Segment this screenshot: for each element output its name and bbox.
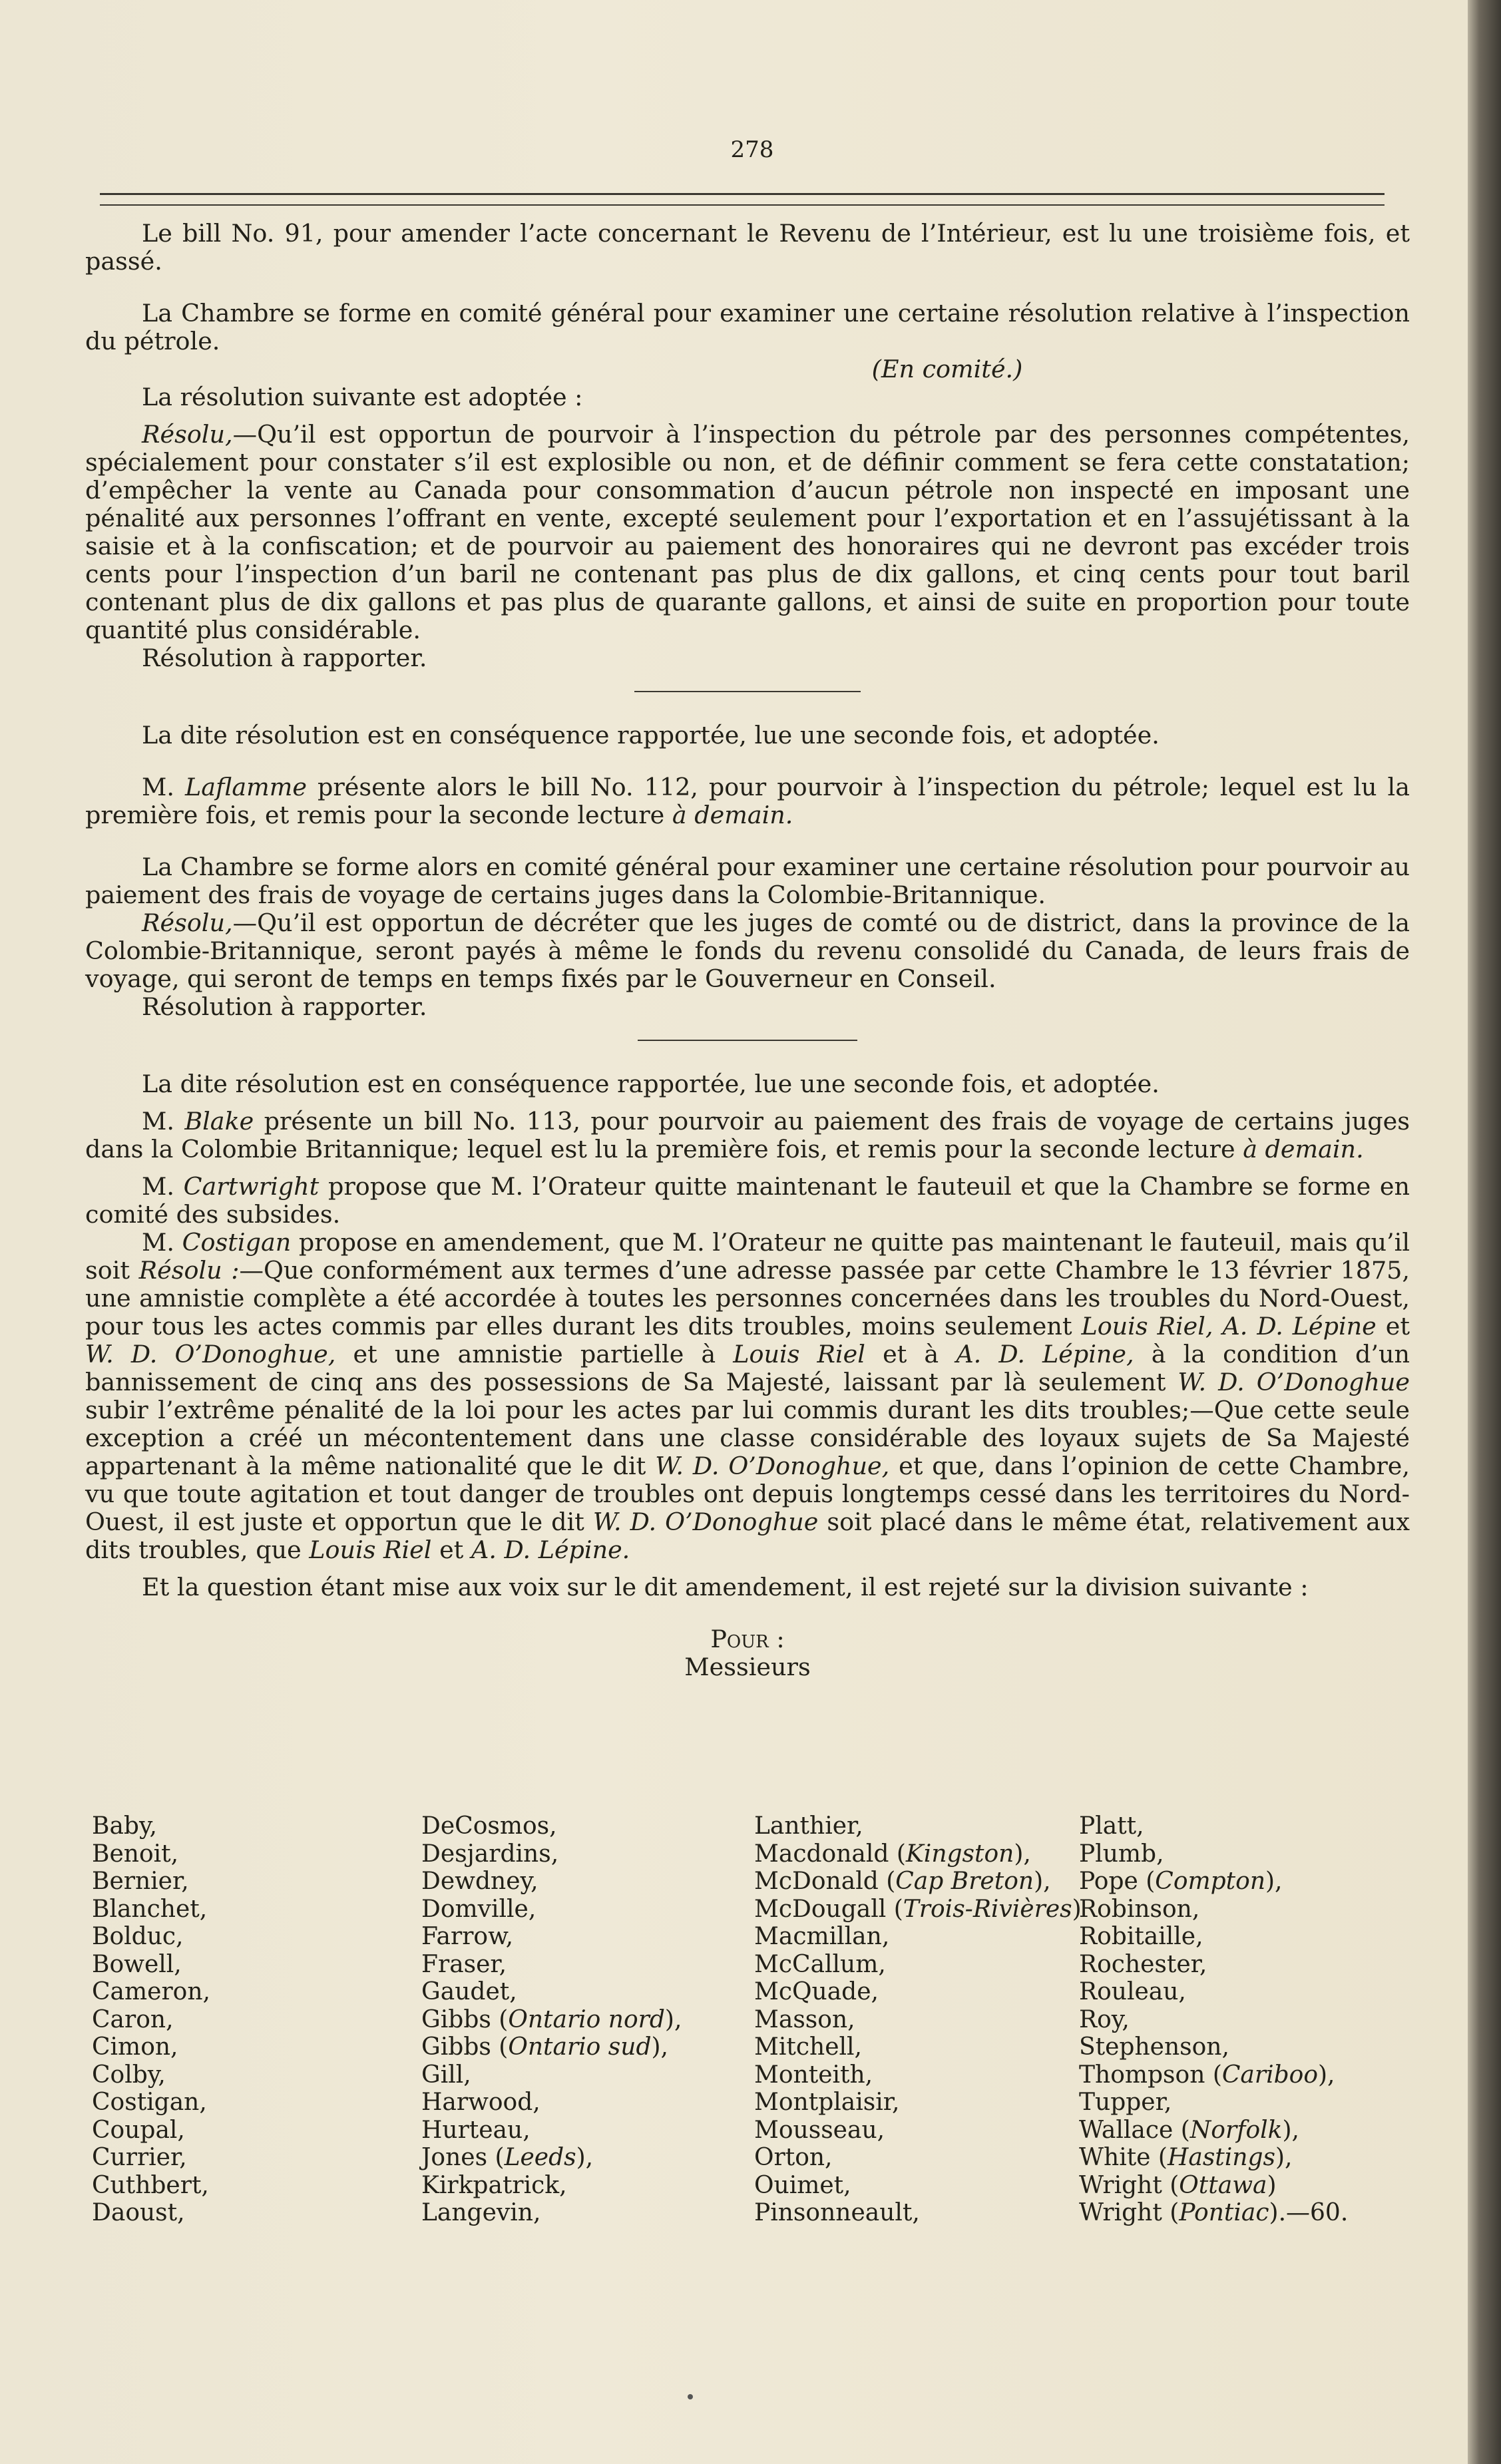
paragraph-costigan-amendment: M. Costigan propose en amendement, que M. l’Orateur ne quitte pas maintenant le fauteuil, mais qu’il soit Résolu :—Que conformément aux termes d’une adresse passée par cette Chambre le 13 février 1875, une amnistie complète a été accordée à toutes les personnes concernées dans les troubles du Nord-Ouest, pour tous les actes commis par elles durant les dits troubles, moins seulement Louis Riel, A. D. Lépine et W. D. O’Donoghue, et une amnistie partielle à Louis Riel et à A. D. Lépine, à la condition d’un bannissement de cinq ans des possessions de Sa Majesté, laissant par là seulement W. D. O’Donoghue subir l’extrême pénalité de la loi pour les actes par lui commis durant les dits troubles;—Que cette seule exception a créé un mécontentement dans une classe considérable des loyaux sujets de Sa Majesté appartenant à la même nationalité que le dit W. D. O’Donoghue, et que, dans l’opinion de cette Chambre, vu que toute agitation et tout danger de troubles ont depuis longtemps cessé dans les territoires du Nord-Ouest, il est juste et opportun que le dit W. D. O’Donoghue soit placé dans le même état, relativement aux dits troubles, que Louis Riel et A. D. Lépine. <box>85 1228 1410 1564</box>
member-name: Wright (Ottawa) <box>1079 2171 1277 2199</box>
paragraph-bill-113: M. Blake présente un bill No. 113, pour pourvoir au paiement des frais de voyage de certains juges dans la Colombie Britannique; lequel est lu la première fois, et remis pour la seconde lecture à demain. <box>85 1107 1410 1163</box>
page-edge-shadow <box>1468 0 1501 2464</box>
member-name: Langevin, <box>421 2199 541 2226</box>
paragraph-resolution-report-2: Résolution à rapporter. <box>142 992 427 1021</box>
member-name: Gaudet, <box>421 1978 517 2005</box>
paragraph-committee-judges: La Chambre se forme alors en comité général pour examiner une certaine résolution pour pourvoir au paiement des frais de voyage de certains juges dans la Colombie-Britannique. <box>85 853 1410 909</box>
member-name: Mitchell, <box>754 2033 862 2061</box>
member-name: Cimon, <box>92 2033 178 2061</box>
member-name: Gibbs (Ontario sud), <box>421 2033 669 2061</box>
member-name: Orton, <box>754 2144 833 2171</box>
document-body <box>85 220 1410 1681</box>
member-name: Kirkpatrick, <box>421 2171 567 2199</box>
member-name: Montplaisir, <box>754 2089 900 2116</box>
paragraph-cartwright-motion: M. Cartwright propose que M. l’Orateur quitte maintenant le fauteuil et que la Chambre se forme en comité des subsides. <box>85 1172 1410 1229</box>
paragraph-resolution-reported-2: La dite résolution est en conséquence rapportée, lue une seconde fois, et adoptée. <box>142 1070 1160 1098</box>
member-name: Fraser, <box>421 1950 507 1978</box>
page-number: 278 <box>730 136 774 163</box>
vote-heading: Pour : <box>710 1625 785 1653</box>
names-column-2 <box>421 1812 682 2227</box>
member-name: Cuthbert, <box>92 2171 209 2199</box>
member-name: Hurteau, <box>421 2116 531 2144</box>
member-name: McDougall (Trois-Rivières) <box>754 1895 1082 1923</box>
paragraph-committee-petrole: La Chambre se forme en comité général pour examiner une certaine résolution relative à l’inspection du pétrole. <box>85 299 1410 355</box>
member-name: Bolduc, <box>92 1923 184 1950</box>
member-name: Gill, <box>421 2061 471 2089</box>
member-name: Lanthier, <box>754 1812 863 1840</box>
member-name: Pinsonneault, <box>754 2199 920 2226</box>
paragraph-resolution-judges: Résolu,—Qu’il est opportun de décréter que les juges de comté ou de district, dans la province de la Colombie-Britannique, seront payés à même le fonds du revenu consolidé du Canada, de leurs frais de voyage, qui seront de temps en temps fixés par le Gouverneur en Conseil. <box>85 909 1410 993</box>
member-name: Costigan, <box>92 2089 207 2116</box>
paragraph-resolution-adopted: La résolution suivante est adoptée : <box>142 383 583 411</box>
member-name: Platt, <box>1079 1812 1144 1840</box>
separator-rule <box>634 691 861 692</box>
member-name: Cameron, <box>92 1978 210 2005</box>
paragraph-bill-112: M. Laflamme présente alors le bill No. 112, pour pourvoir à l’inspection du pétrole; lequel est lu la première fois, et remis pour la seconde lecture à demain. <box>85 773 1410 829</box>
member-name: Baby, <box>92 1812 157 1840</box>
paragraph-resolution-reported-1: La dite résolution est en conséquence rapportée, lue une seconde fois, et adoptée. <box>142 721 1160 749</box>
member-name: Caron, <box>92 2005 174 2033</box>
resolu-label: Résolu, <box>142 420 233 449</box>
member-name: Benoit, <box>92 1840 179 1868</box>
vote-subheading: Messieurs <box>684 1653 811 1681</box>
member-name: Monteith, <box>754 2061 873 2089</box>
member-name: Mousseau, <box>754 2116 885 2144</box>
member-name: Tupper, <box>1079 2089 1172 2116</box>
member-name: Blanchet, <box>92 1895 208 1923</box>
names-column-4 <box>1079 1812 1348 2227</box>
member-name: McDonald (Cap Breton), <box>754 1868 1051 1895</box>
member-name: Colby, <box>92 2061 166 2089</box>
member-name: Robinson, <box>1079 1895 1200 1923</box>
member-name: Masson, <box>754 2005 855 2033</box>
member-name: Bernier, <box>92 1868 189 1895</box>
member-name: Gibbs (Ontario nord), <box>421 2005 682 2033</box>
member-name: White (Hastings), <box>1079 2144 1293 2171</box>
member-name: Roy, <box>1079 2005 1130 2033</box>
names-column-3 <box>754 1812 1082 2227</box>
member-name: Harwood, <box>421 2089 540 2116</box>
member-name: Domville, <box>421 1895 536 1923</box>
member-name: McQuade, <box>754 1978 879 2005</box>
member-name: McCallum, <box>754 1950 886 1978</box>
member-name: Farrow, <box>421 1923 514 1950</box>
member-name: Coupal, <box>92 2116 185 2144</box>
member-name: Robitaille, <box>1079 1923 1203 1950</box>
member-name: Stephenson, <box>1079 2033 1229 2061</box>
member-name: Dewdney, <box>421 1868 538 1895</box>
member-name: Plumb, <box>1079 1840 1164 1868</box>
member-name: Macdonald (Kingston), <box>754 1840 1031 1868</box>
member-name: Wright (Pontiac).—60. <box>1079 2199 1349 2226</box>
in-committee-note: (En comité.) <box>871 355 1023 383</box>
member-name: Currier, <box>92 2144 187 2171</box>
paragraph-bill-91: Le bill No. 91, pour amender l’acte concernant le Revenu de l’Intérieur, est lu une troisième fois, et passé. <box>85 219 1410 276</box>
header-rule <box>100 193 1385 206</box>
member-name: Thompson (Cariboo), <box>1079 2061 1335 2089</box>
member-name: DeCosmos, <box>421 1812 557 1840</box>
member-name: Pope (Compton), <box>1079 1868 1283 1895</box>
member-name: Ouimet, <box>754 2171 851 2199</box>
member-name: Rouleau, <box>1079 1978 1186 2005</box>
paragraph-division-intro: Et la question étant mise aux voix sur le dit amendement, il est rejeté sur la division suivante : <box>142 1573 1309 1601</box>
separator-rule <box>638 1040 857 1041</box>
member-name: Daoust, <box>92 2199 185 2226</box>
member-name: Wallace (Norfolk), <box>1079 2116 1299 2144</box>
names-column-1 <box>92 1812 210 2227</box>
member-name: Jones (Leeds), <box>421 2144 594 2171</box>
member-name: Desjardins, <box>421 1840 559 1868</box>
member-name: Rochester, <box>1079 1950 1207 1978</box>
paragraph-resolution-report-1: Résolution à rapporter. <box>142 644 427 672</box>
ink-dot <box>688 2394 693 2399</box>
member-name: Macmillan, <box>754 1923 890 1950</box>
paragraph-resolution-petrole: Résolu,—Qu’il est opportun de pourvoir à l’inspection du pétrole par des personnes compétentes, spécialement pour constater s’il est explosible ou non, et de définir comment se fera cette constatation; d’empêcher la vente au Canada pour consommation d’aucun pétrole non inspecté en imposant une pénalité aux personnes l’offrant en vente, excepté seulement pour l’exportation et en l’assujétissant à la saisie et à la confiscation; et de pourvoir au paiement des honoraires qui ne devront pas excéder trois cents pour l’inspection d’un baril ne contenant pas plus de dix gallons, et cinq cents pour tout baril contenant plus de dix gallons et pas plus de quarante gallons, et ainsi de suite en proportion pour toute quantité plus considérable. <box>85 420 1410 644</box>
member-name: Bowell, <box>92 1950 182 1978</box>
